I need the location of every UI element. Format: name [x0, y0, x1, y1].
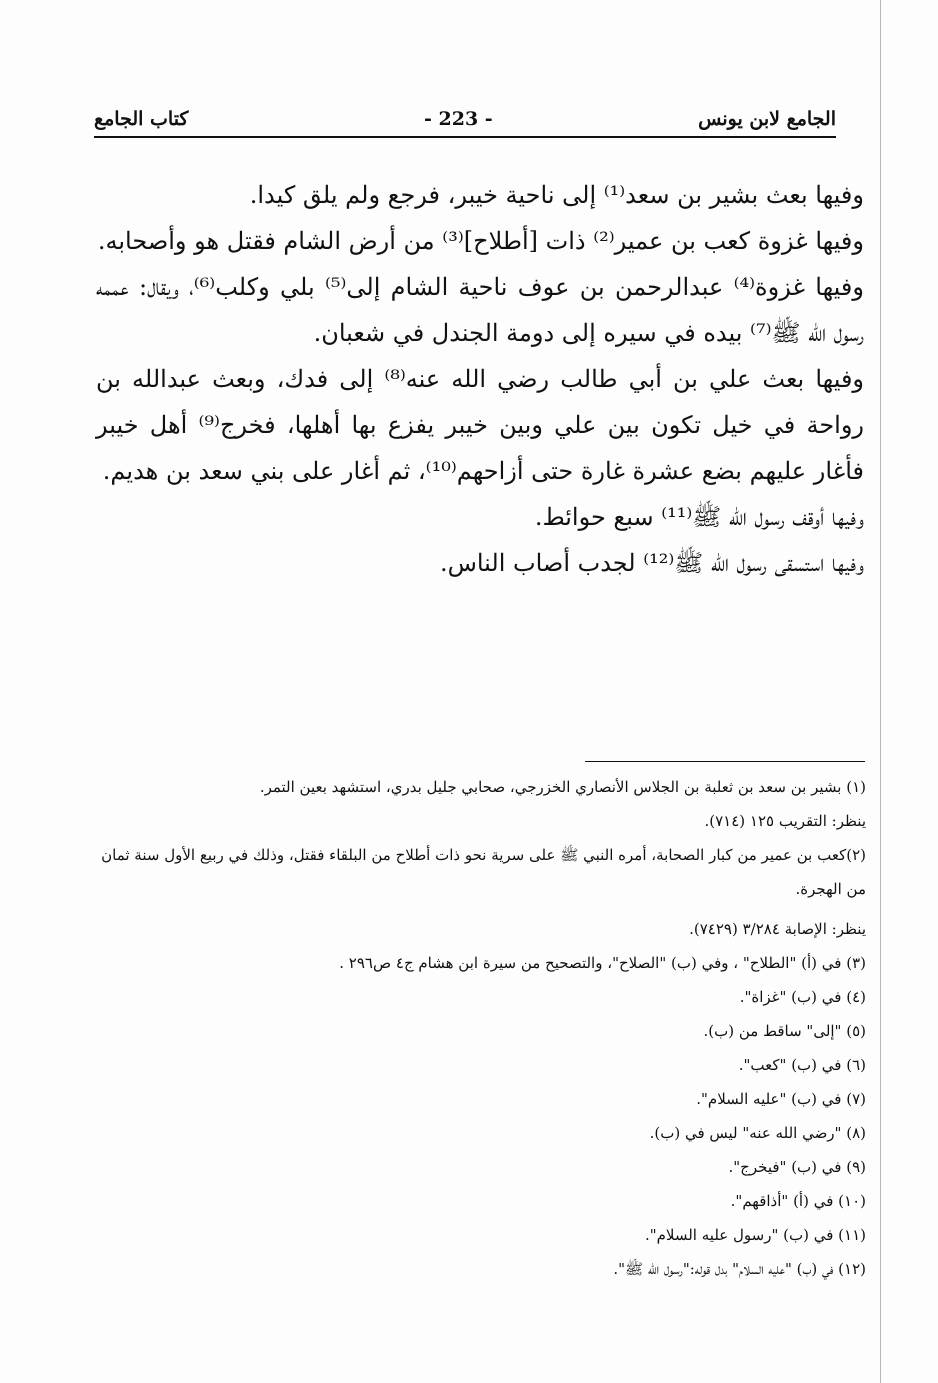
paragraph-4: وفيها بعث علي بن أبي طالب رضي الله عنه⁽⁸⁾ إلى فدك، وبعث عبدالله بن رواحة في خيل تكون بين علي وبين خيبر يفزع بها أهلها، فخرج⁽⁹⁾ أهل خيبر فأغار عليهم بضع عشرة غارة حتى أزاحهم⁽¹⁰⁾، ثم أغار على بني سعد بن هديم. — [96, 365, 865, 485]
footnote-5: (٥) "إلى" ساقط من (ب). — [703, 1022, 866, 1040]
paragraph-5: وفيها أوقف رسول الله ﷺ⁽¹¹⁾ سبع حوائط. — [534, 503, 864, 531]
footnote-2-reference: ينظر: الإصابة ٣/٢٨٤ (٧٤٢٩). — [689, 920, 866, 938]
footnote-7: (٧) في (ب) "عليه السلام". — [696, 1090, 866, 1108]
page-edge-line — [880, 0, 881, 1383]
header-rule — [94, 136, 836, 138]
footnote-8: (٨) "رضي الله عنه" ليس في (ب). — [649, 1124, 866, 1142]
footnote-4: (٤) في (ب) "غزاة". — [739, 988, 866, 1006]
footnote-6: (٦) في (ب) "كعب". — [738, 1056, 866, 1074]
footnote-1-reference: ينظر: التقريب ١٢٥ (٧١٤). — [704, 812, 866, 830]
footnote-9: (٩) في (ب) "فيخرج". — [728, 1158, 866, 1176]
footnote-3: (٣) في (أ) "الطلاح" ، وفي (ب) "الصلاح"، والتصحيح من سيرة ابن هشام ج٤ ص٢٩٦ . — [339, 954, 866, 972]
paragraph-1: وفيها بعث بشير بن سعد⁽¹⁾ إلى ناحية خيبر، فرجع ولم يلق كيدا. — [249, 181, 864, 209]
footnote-11: (١١) في (ب) "رسول عليه السلام". — [644, 1226, 866, 1244]
running-title-right: الجامع لابن يونس — [698, 108, 836, 130]
running-title-left: كتاب الجامع — [94, 108, 189, 130]
page-header — [94, 108, 836, 138]
main-text — [96, 172, 864, 586]
footnotes — [92, 770, 866, 1286]
paragraph-2: وفيها غزوة كعب بن عمير⁽²⁾ ذات [أطلاح]⁽³⁾ من أرض الشام فقتل هو وأصحابه. — [97, 227, 864, 255]
page-number: - 223 - — [424, 108, 493, 130]
paragraph-3: وفيها غزوة⁽⁴⁾ عبدالرحمن بن عوف ناحية الشام إلى⁽⁵⁾ بلي وكلب⁽⁶⁾، ويقال: عممه رسول الله ﷺ⁽⁷⁾ بيده في سيره إلى دومة الجندل في شعبان. — [96, 273, 864, 347]
footnote-10: (١٠) في (أ) "أذاقهم". — [730, 1192, 866, 1210]
footnote-2: (٢)كعب بن عمير من كبار الصحابة، أمره النبي ﷺ على سرية نحو ذات أطلاح من البلقاء فقتل، وذلك في ربيع الأول سنة ثمان من الهجرة. — [101, 846, 866, 898]
footnote-12: (١٢) في (ب) "عليه السلام" بدل قوله:"رسول الله ﷺ". — [613, 1260, 866, 1278]
footnote-1: (١) بشير بن سعد بن ثعلبة بن الجلاس الأنصاري الخزرجي، صحابي جليل بدري، استشهد بعين التمر. — [259, 778, 866, 796]
footnote-separator — [585, 761, 865, 762]
paragraph-6: وفيها استسقى رسول الله ﷺ⁽¹²⁾ لجدب أصاب الناس. — [439, 549, 864, 577]
